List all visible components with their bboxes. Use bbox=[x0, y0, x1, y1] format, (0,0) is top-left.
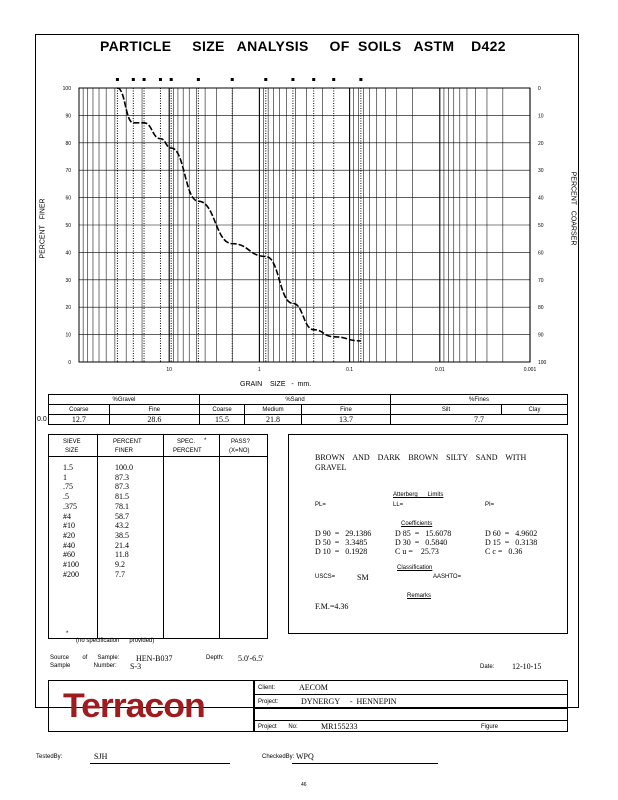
y-right-tick: 50 bbox=[538, 223, 544, 229]
d10: D 10 = 0.1928 bbox=[315, 547, 368, 556]
val-fine-gravel: 28.6 bbox=[109, 415, 199, 425]
soil-description-line1: BROWN AND DARK BROWN SILTY SAND WITH bbox=[315, 453, 527, 462]
y-left-tick: 70 bbox=[65, 168, 71, 175]
project-label: Project: bbox=[258, 699, 279, 705]
percent-finer: 87.3 bbox=[115, 472, 129, 482]
soil-description-line2: GRAVEL bbox=[315, 463, 347, 472]
logo-box bbox=[48, 680, 254, 732]
group-sand: %Sand bbox=[200, 395, 391, 405]
sieve-size: #20 bbox=[63, 530, 75, 540]
summary-lead: 0.0 bbox=[37, 416, 47, 423]
cc: C c = 0.36 bbox=[485, 547, 523, 556]
y-left-tick: 60 bbox=[65, 195, 71, 202]
d30: D 30 = 0.5840 bbox=[395, 538, 448, 547]
page-number: 46 bbox=[301, 782, 307, 788]
classification-title: Classification bbox=[397, 565, 433, 571]
percent-finer: 100.0 bbox=[115, 463, 133, 472]
sub-finer: FINER bbox=[115, 448, 133, 454]
sieve-size: .75 bbox=[63, 482, 73, 492]
sub-coarse-sand: Coarse bbox=[200, 405, 245, 415]
logo-text: Terracon bbox=[63, 687, 205, 725]
hdr-percent: PERCENT bbox=[113, 439, 142, 445]
x-tick: 0.001 bbox=[523, 367, 537, 373]
sieve-marker bbox=[332, 78, 335, 81]
spec-footnote: (no specification provided) bbox=[76, 638, 155, 644]
page-title: PARTICLE SIZE ANALYSIS OF SOILS ASTM D422 bbox=[100, 38, 506, 54]
tested-by-line bbox=[90, 763, 230, 764]
x-tick: 0.01 bbox=[434, 367, 445, 373]
sub-fine-sand: Fine bbox=[302, 405, 391, 415]
hdr-pass: PASS? bbox=[231, 439, 250, 445]
source-value: HEN-B037 bbox=[136, 654, 173, 663]
y-left-tick: 10 bbox=[65, 332, 71, 339]
sample-label: Sample Number: bbox=[50, 663, 117, 669]
sieve-marker bbox=[359, 78, 362, 81]
y-left-tick: 20 bbox=[65, 305, 71, 312]
percent-finer: 81.5 bbox=[115, 492, 129, 502]
hdr-sieve: SIEVE bbox=[63, 439, 81, 445]
sieve-marker bbox=[231, 78, 234, 81]
y-left-tick: 40 bbox=[65, 250, 71, 257]
sieve-marker bbox=[312, 78, 315, 81]
y-left-tick: 0 bbox=[68, 360, 71, 366]
y-right-tick: 90 bbox=[538, 332, 544, 339]
source-label: Source of Sample: bbox=[50, 655, 120, 661]
footnote-star: * bbox=[66, 631, 69, 637]
checked-by-line bbox=[292, 763, 438, 764]
sieve-size: .5 bbox=[63, 492, 69, 502]
sieve-size: #10 bbox=[63, 521, 75, 531]
sub-medium-sand: Medium bbox=[245, 405, 302, 415]
date-label: Date: bbox=[480, 664, 495, 670]
sub-clay: Clay bbox=[502, 405, 568, 415]
sub-xno: (X=NO) bbox=[229, 448, 250, 454]
d15: D 15 = 0.3138 bbox=[485, 538, 538, 547]
depth-label: Depth: bbox=[206, 655, 224, 661]
date-value: 12-10-15 bbox=[512, 662, 542, 671]
val-fines: 7.7 bbox=[391, 415, 568, 425]
sieve-table bbox=[48, 434, 268, 639]
y-left-tick: 100 bbox=[62, 86, 71, 92]
sieve-marker bbox=[116, 78, 119, 81]
y-right-tick: 0 bbox=[538, 86, 541, 92]
y-right-tick: 40 bbox=[538, 195, 544, 202]
group-gravel: %Gravel bbox=[49, 395, 200, 405]
company-logo bbox=[63, 687, 205, 726]
project-info bbox=[254, 680, 568, 732]
sieve-markers bbox=[116, 78, 362, 362]
depth-value: 5.0'-6.5' bbox=[238, 654, 264, 663]
summary-table bbox=[48, 394, 568, 425]
coefficients-title: Coefficients bbox=[401, 521, 433, 527]
checked-by-value: WPQ bbox=[296, 752, 314, 761]
percent-finer: 38.5 bbox=[115, 530, 129, 540]
sieve-size: .375 bbox=[63, 501, 77, 511]
val-fine-sand: 13.7 bbox=[302, 415, 391, 425]
sieve-size: #60 bbox=[63, 550, 75, 560]
project-value: DYNERGY - HENNEPIN bbox=[301, 697, 397, 706]
sieve-marker bbox=[132, 78, 135, 81]
y-left-tick: 30 bbox=[65, 277, 71, 284]
val-coarse-sand: 15.5 bbox=[200, 415, 245, 425]
pi-label: PI= bbox=[485, 502, 495, 508]
y-right-tick: 10 bbox=[538, 113, 544, 120]
remarks-title: Remarks bbox=[407, 593, 432, 599]
checked-by-label: CheckedBy: bbox=[262, 754, 295, 760]
sieve-size: 1 bbox=[63, 472, 67, 482]
sieve-size: #200 bbox=[63, 569, 79, 579]
x-tick-labels bbox=[166, 367, 536, 373]
percent-finer: 11.8 bbox=[115, 550, 129, 560]
atterberg-title: Atterberg Limits bbox=[393, 492, 444, 498]
percent-finer: 43.2 bbox=[115, 521, 129, 531]
y-left-tick: 50 bbox=[65, 223, 71, 229]
x-tick: 10 bbox=[166, 367, 172, 373]
sub-silt: Silt bbox=[391, 405, 502, 415]
val-medium-sand: 21.8 bbox=[245, 415, 302, 425]
sieve-size: 1.5 bbox=[63, 463, 73, 472]
percent-finer: 78.1 bbox=[115, 501, 129, 511]
percent-finer: 58.7 bbox=[115, 511, 129, 521]
y-right-tick: 20 bbox=[538, 140, 544, 147]
d50: D 50 = 3.3485 bbox=[315, 538, 368, 547]
description-box bbox=[288, 434, 568, 634]
percent-finer: 7.7 bbox=[115, 569, 125, 579]
left-tick-labels bbox=[63, 86, 72, 366]
y-left-tick: 90 bbox=[65, 113, 71, 120]
hdr-star: * bbox=[204, 438, 207, 444]
sieve-marker bbox=[143, 78, 146, 81]
ll-label: LL= bbox=[393, 502, 404, 508]
sieve-marker bbox=[159, 78, 162, 81]
d60: D 60 = 4.9602 bbox=[485, 529, 538, 538]
d90: D 90 = 29.1386 bbox=[315, 529, 372, 538]
sub-fine-gravel: Fine bbox=[109, 405, 199, 415]
sub-spec-percent: PERCENT bbox=[173, 448, 202, 454]
hdr-spec: SPEC. bbox=[177, 439, 196, 445]
gradation-curve bbox=[117, 88, 360, 341]
tested-by-value: SJH bbox=[94, 752, 108, 761]
sub-size: SIZE bbox=[65, 448, 79, 454]
sieve-marker bbox=[291, 78, 294, 81]
group-fines: %Fines bbox=[391, 395, 568, 405]
uscs-label: USCS= bbox=[315, 574, 336, 580]
pl-label: PL= bbox=[315, 502, 326, 508]
x-axis-label: GRAIN SIZE - mm. bbox=[240, 381, 312, 388]
tested-by-label: TestedBy: bbox=[36, 754, 63, 760]
client-label: Client: bbox=[258, 685, 276, 691]
percent-finer: 21.4 bbox=[115, 540, 129, 550]
y-left-tick: 80 bbox=[65, 140, 71, 147]
client-value: AECOM bbox=[299, 683, 328, 692]
sieve-marker bbox=[264, 78, 267, 81]
y-right-tick: 100 bbox=[538, 360, 547, 366]
aashto-label: AASHTO= bbox=[433, 574, 462, 580]
x-tick: 0.1 bbox=[346, 367, 354, 373]
sieve-size: #100 bbox=[63, 560, 79, 569]
sieve-size: #4 bbox=[63, 511, 71, 521]
figure-label: Figure bbox=[481, 724, 499, 730]
project-no-value: MR155233 bbox=[321, 722, 358, 731]
x-tick: 1 bbox=[258, 367, 261, 373]
fineness-modulus: F.M.=4.36 bbox=[315, 602, 349, 611]
sample-value: S-3 bbox=[130, 662, 142, 671]
y-right-tick: 70 bbox=[538, 277, 544, 284]
uscs-value: SM bbox=[357, 573, 369, 582]
right-tick-labels bbox=[538, 86, 547, 366]
project-no-label: Project No: bbox=[258, 724, 298, 730]
val-coarse-gravel: 12.7 bbox=[49, 415, 110, 425]
sub-coarse-gravel: Coarse bbox=[49, 405, 110, 415]
sieve-size: #40 bbox=[63, 540, 75, 550]
d85: D 85 = 15.6078 bbox=[395, 529, 452, 538]
sieve-marker bbox=[170, 78, 173, 81]
y-axis-left-label: PERCENT FINER bbox=[39, 198, 47, 259]
y-right-tick: 30 bbox=[538, 168, 544, 175]
cu: C u = 25.73 bbox=[395, 547, 439, 556]
y-axis-right-label: PERCENT COARSER bbox=[569, 171, 577, 246]
y-right-tick: 60 bbox=[538, 250, 544, 257]
percent-finer: 9.2 bbox=[115, 560, 125, 569]
percent-finer: 87.3 bbox=[115, 482, 129, 492]
y-right-tick: 80 bbox=[538, 305, 544, 312]
sieve-marker bbox=[197, 78, 200, 81]
